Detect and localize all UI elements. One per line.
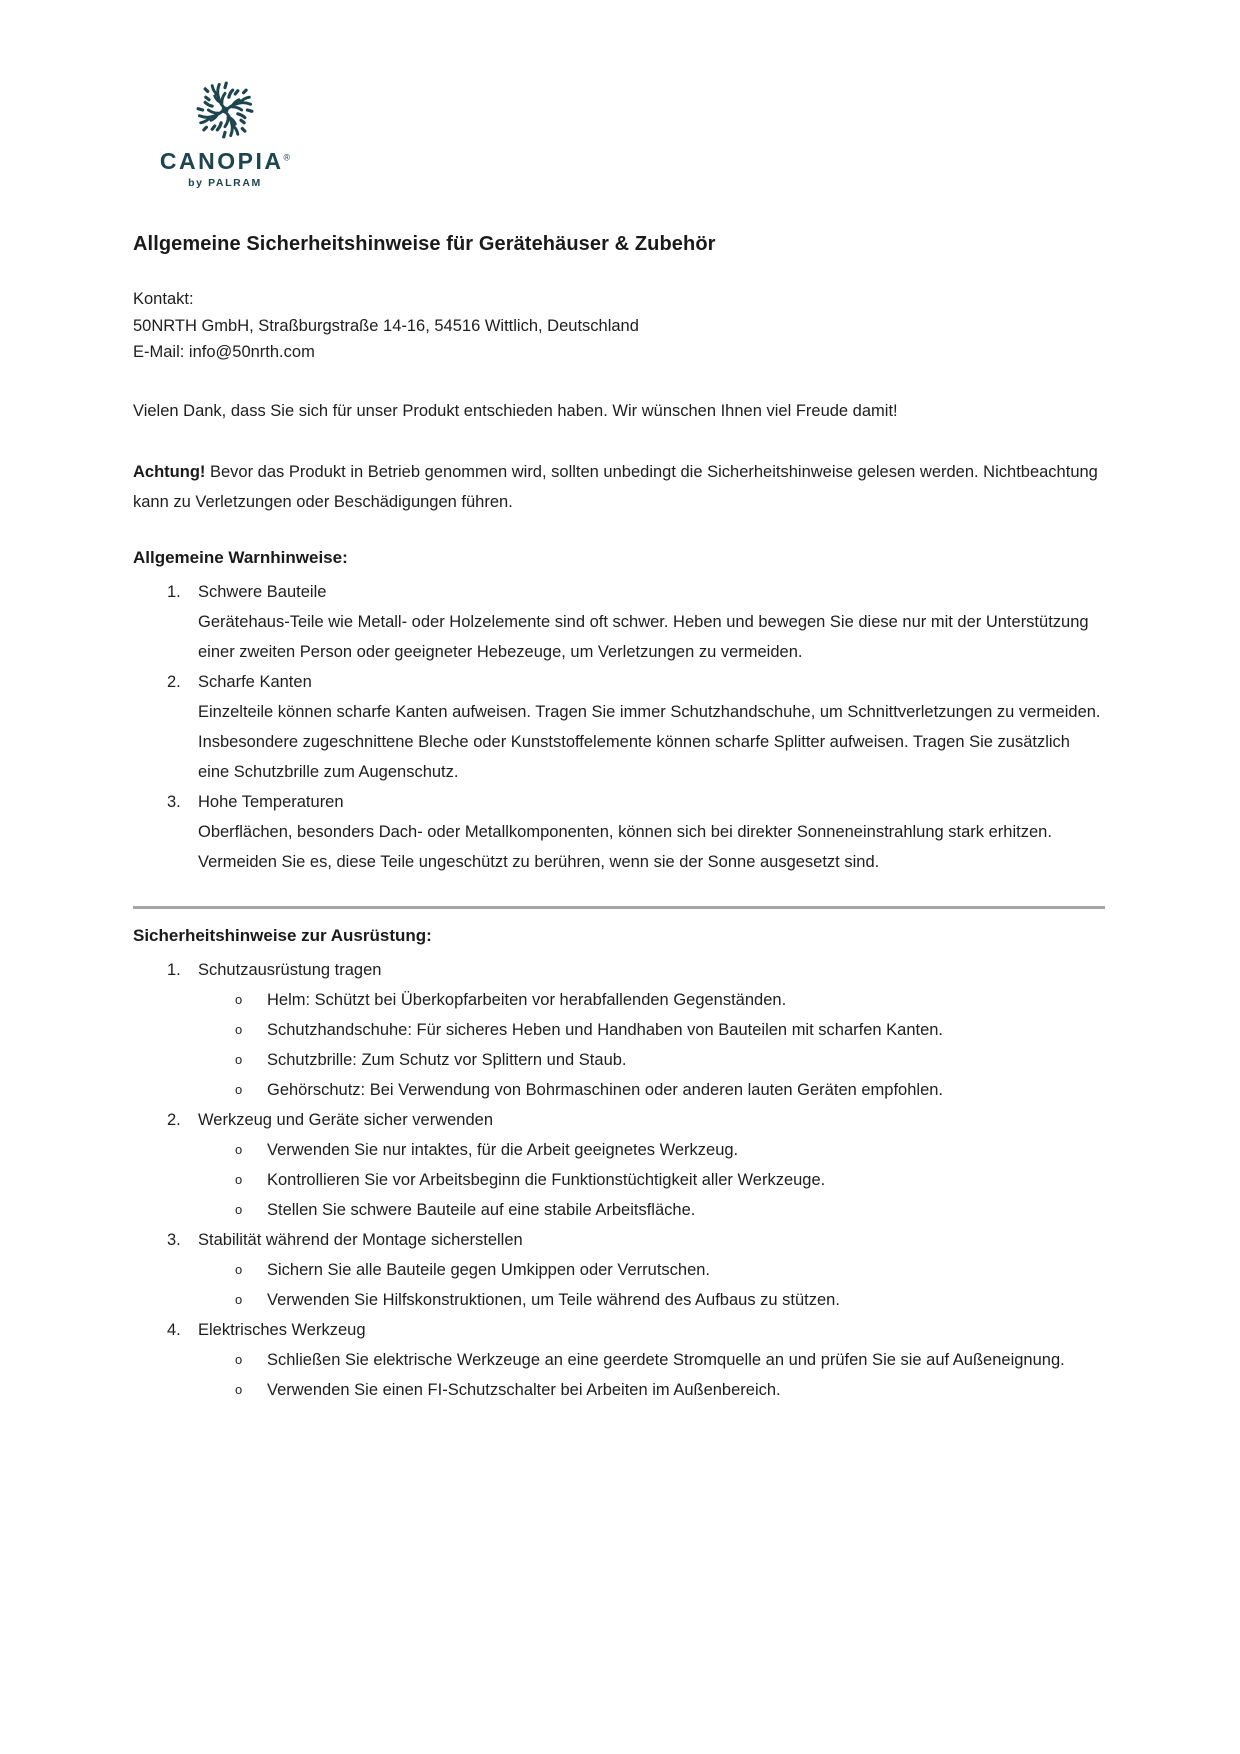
bullet-marker: o <box>235 1261 243 1277</box>
sub-list-item <box>198 1135 1105 1165</box>
sub-list-item <box>198 1015 1105 1045</box>
list-item-title: Schutzausrüstung tragen <box>198 960 382 979</box>
sub-list-item-text: Stellen Sie schwere Bauteile auf eine stabile Arbeitsfläche. <box>267 1200 696 1219</box>
list-item-body: Gerätehaus-Teile wie Metall- oder Holzelemente sind oft schwer. Heben und bewegen Sie diese nur mit der Unterstützung einer zweiten Person oder geeigneter Hebezeuge, um Verletzungen zu vermeiden. <box>198 612 1089 661</box>
list-item <box>133 955 1105 1105</box>
sub-list-item <box>198 1375 1105 1405</box>
brand-byline: by PALRAM <box>188 177 262 190</box>
list-item-number: 3. <box>167 1230 181 1249</box>
warning-text: Bevor das Produkt in Betrieb genommen wird, sollten unbedingt die Sicherheitshinweise gelesen werden. Nichtbeachtung kann zu Verletzungen oder Beschädigungen führen. <box>133 462 1098 511</box>
list-item <box>133 667 1105 787</box>
bullet-marker: o <box>235 991 243 1007</box>
sub-list-item-text: Schließen Sie elektrische Werkzeuge an eine geerdete Stromquelle an und prüfen Sie sie auf Außeneignung. <box>267 1350 1065 1369</box>
sub-list-item <box>198 1285 1105 1315</box>
sub-list-item-text: Kontrollieren Sie vor Arbeitsbeginn die Funktionstüchtigkeit aller Werkzeuge. <box>267 1170 826 1189</box>
list-item-number: 1. <box>167 960 181 979</box>
bullet-marker: o <box>235 1081 243 1097</box>
list-item-title: Elektrisches Werkzeug <box>198 1320 366 1339</box>
sub-list-item <box>198 1345 1105 1375</box>
sub-list-item-text: Verwenden Sie Hilfskonstruktionen, um Teile während des Aufbaus zu stützen. <box>267 1290 840 1309</box>
bullet-marker: o <box>235 1021 243 1037</box>
warning-label: Achtung! <box>133 462 206 481</box>
list-item-number: 1. <box>167 582 181 601</box>
list-item <box>133 577 1105 667</box>
contact-email: E-Mail: info@50nrth.com <box>133 343 315 362</box>
bullet-marker: o <box>235 1171 243 1187</box>
bullet-marker: o <box>235 1291 243 1307</box>
list-item <box>133 1315 1105 1405</box>
sub-list-item-text: Sichern Sie alle Bauteile gegen Umkippen oder Verrutschen. <box>267 1260 711 1279</box>
intro-paragraph: Vielen Dank, dass Sie sich für unser Produkt entschieden haben. Wir wünschen Ihnen viel Freude damit! <box>133 401 898 420</box>
list-item <box>133 787 1105 877</box>
section-divider <box>133 906 1105 909</box>
contact-label: Kontakt: <box>133 290 194 309</box>
list-item-number: 4. <box>167 1320 181 1339</box>
bullet-marker: o <box>235 1201 243 1217</box>
sub-list-item-text: Verwenden Sie einen FI-Schutzschalter bei Arbeiten im Außenbereich. <box>267 1380 781 1399</box>
brand-wordmark: CANOPIA <box>159 148 284 174</box>
list-item-number: 2. <box>167 1110 181 1129</box>
sub-list-item-text: Gehörschutz: Bei Verwendung von Bohrmaschinen oder anderen lauten Geräten empfohlen. <box>267 1080 944 1099</box>
bullet-marker: o <box>235 1051 243 1067</box>
sub-list-item <box>198 1045 1105 1075</box>
list-item-title: Schwere Bauteile <box>198 582 327 601</box>
list-item-number: 2. <box>167 672 181 691</box>
sub-list-item-text: Schutzbrille: Zum Schutz vor Splittern und Staub. <box>267 1050 627 1069</box>
warnhinweise-list <box>133 577 1105 877</box>
list-item <box>133 1225 1105 1315</box>
brand-name <box>155 149 295 174</box>
sub-list-item <box>198 985 1105 1015</box>
canopia-tree-icon <box>155 78 295 142</box>
ausruestung-list <box>133 955 1105 1405</box>
list-item-title: Scharfe Kanten <box>198 672 312 691</box>
sub-list-item-text: Schutzhandschuhe: Für sicheres Heben und Handhaben von Bauteilen mit scharfen Kanten. <box>267 1020 944 1039</box>
section-heading-ausruestung: Sicherheitshinweise zur Ausrüstung: <box>133 925 432 945</box>
sub-list-item <box>198 1195 1105 1225</box>
brand-logo <box>155 78 295 189</box>
sub-list-item-text: Verwenden Sie nur intaktes, für die Arbeit geeignetes Werkzeug. <box>267 1140 739 1159</box>
sub-list-item <box>198 1075 1105 1105</box>
warning-paragraph <box>133 457 1105 517</box>
sub-list-item <box>198 1255 1105 1285</box>
list-item-title: Hohe Temperaturen <box>198 792 344 811</box>
sub-list-item <box>198 1165 1105 1195</box>
bullet-marker: o <box>235 1351 243 1367</box>
bullet-marker: o <box>235 1381 243 1397</box>
sub-list-item-text: Helm: Schützt bei Überkopfarbeiten vor herabfallenden Gegenständen. <box>267 990 787 1009</box>
list-item-body: Einzelteile können scharfe Kanten aufweisen. Tragen Sie immer Schutzhandschuhe, um Schnittverletzungen zu vermeiden. Insbesondere zugeschnittene Bleche oder Kunststoffelemente können scharfe Splitter aufweisen. Tragen Sie zusätzlich eine Schutzbrille zum Augenschutz. <box>198 702 1101 781</box>
registered-trademark-symbol: ® <box>283 152 291 163</box>
list-item <box>133 1105 1105 1225</box>
list-item-body: Oberflächen, besonders Dach- oder Metallkomponenten, können sich bei direkter Sonneneinstrahlung stark erhitzen. Vermeiden Sie es, diese Teile ungeschützt zu berühren, wenn sie der Sonne ausgesetzt sind. <box>198 822 1052 871</box>
list-item-title: Stabilität während der Montage sicherstellen <box>198 1230 523 1249</box>
contact-block <box>133 286 1105 366</box>
contact-address: 50NRTH GmbH, Straßburgstraße 14-16, 54516 Wittlich, Deutschland <box>133 316 639 335</box>
section-heading-warnhinweise: Allgemeine Warnhinweise: <box>133 547 348 567</box>
list-item-number: 3. <box>167 792 181 811</box>
document-title: Allgemeine Sicherheitshinweise für Gerätehäuser & Zubehör <box>133 233 716 256</box>
list-item-title: Werkzeug und Geräte sicher verwenden <box>198 1110 494 1129</box>
bullet-marker: o <box>235 1141 243 1157</box>
